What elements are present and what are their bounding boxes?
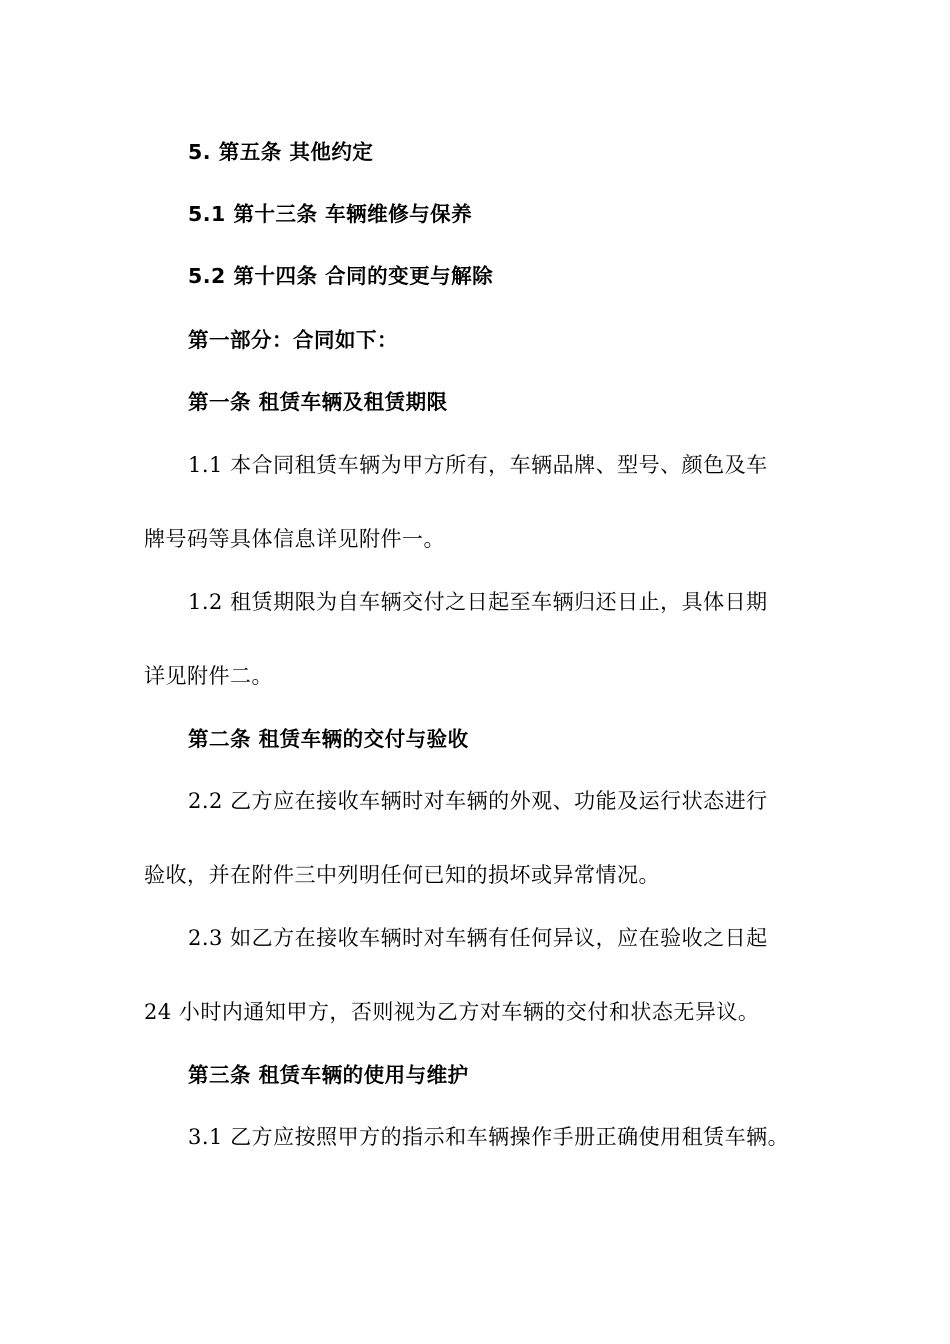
- clause-2-3-line-1: 2.3 如乙方在接收车辆时对车辆有任何异议，应在验收之日起: [188, 926, 768, 950]
- clause-2-3-line-2: 24 小时内通知甲方，否则视为乙方对车辆的交付和状态无异议。: [144, 1000, 760, 1024]
- clause-1-2-line-1: 1.2 租赁期限为自车辆交付之日起至车辆归还日止，具体日期: [188, 590, 768, 614]
- clause-2-2-line-1: 2.2 乙方应在接收车辆时对车辆的外观、功能及运行状态进行: [188, 789, 768, 813]
- part-title: 第一部分：合同如下：: [188, 328, 398, 352]
- clause-3-1-line-1: 3.1 乙方应按照甲方的指示和车辆操作手册正确使用租赁车辆。: [188, 1125, 790, 1149]
- toc-item-5: 5. 第五条 其他约定: [188, 140, 374, 164]
- article-1-heading: 第一条 租赁车辆及租赁期限: [188, 390, 448, 414]
- clause-1-1-line-2: 牌号码等具体信息详见附件一。: [144, 527, 445, 551]
- toc-item-5-1: 5.1 第十三条 车辆维修与保养: [188, 202, 473, 226]
- toc-item-5-2: 5.2 第十四条 合同的变更与解除: [188, 264, 494, 288]
- clause-1-1-line-1: 1.1 本合同租赁车辆为甲方所有，车辆品牌、型号、颜色及车: [188, 453, 768, 477]
- clause-1-2-line-2: 详见附件二。: [144, 664, 273, 688]
- article-3-heading: 第三条 租赁车辆的使用与维护: [188, 1063, 469, 1087]
- clause-2-2-line-2: 验收，并在附件三中列明任何已知的损坏或异常情况。: [144, 863, 660, 887]
- article-2-heading: 第二条 租赁车辆的交付与验收: [188, 727, 469, 751]
